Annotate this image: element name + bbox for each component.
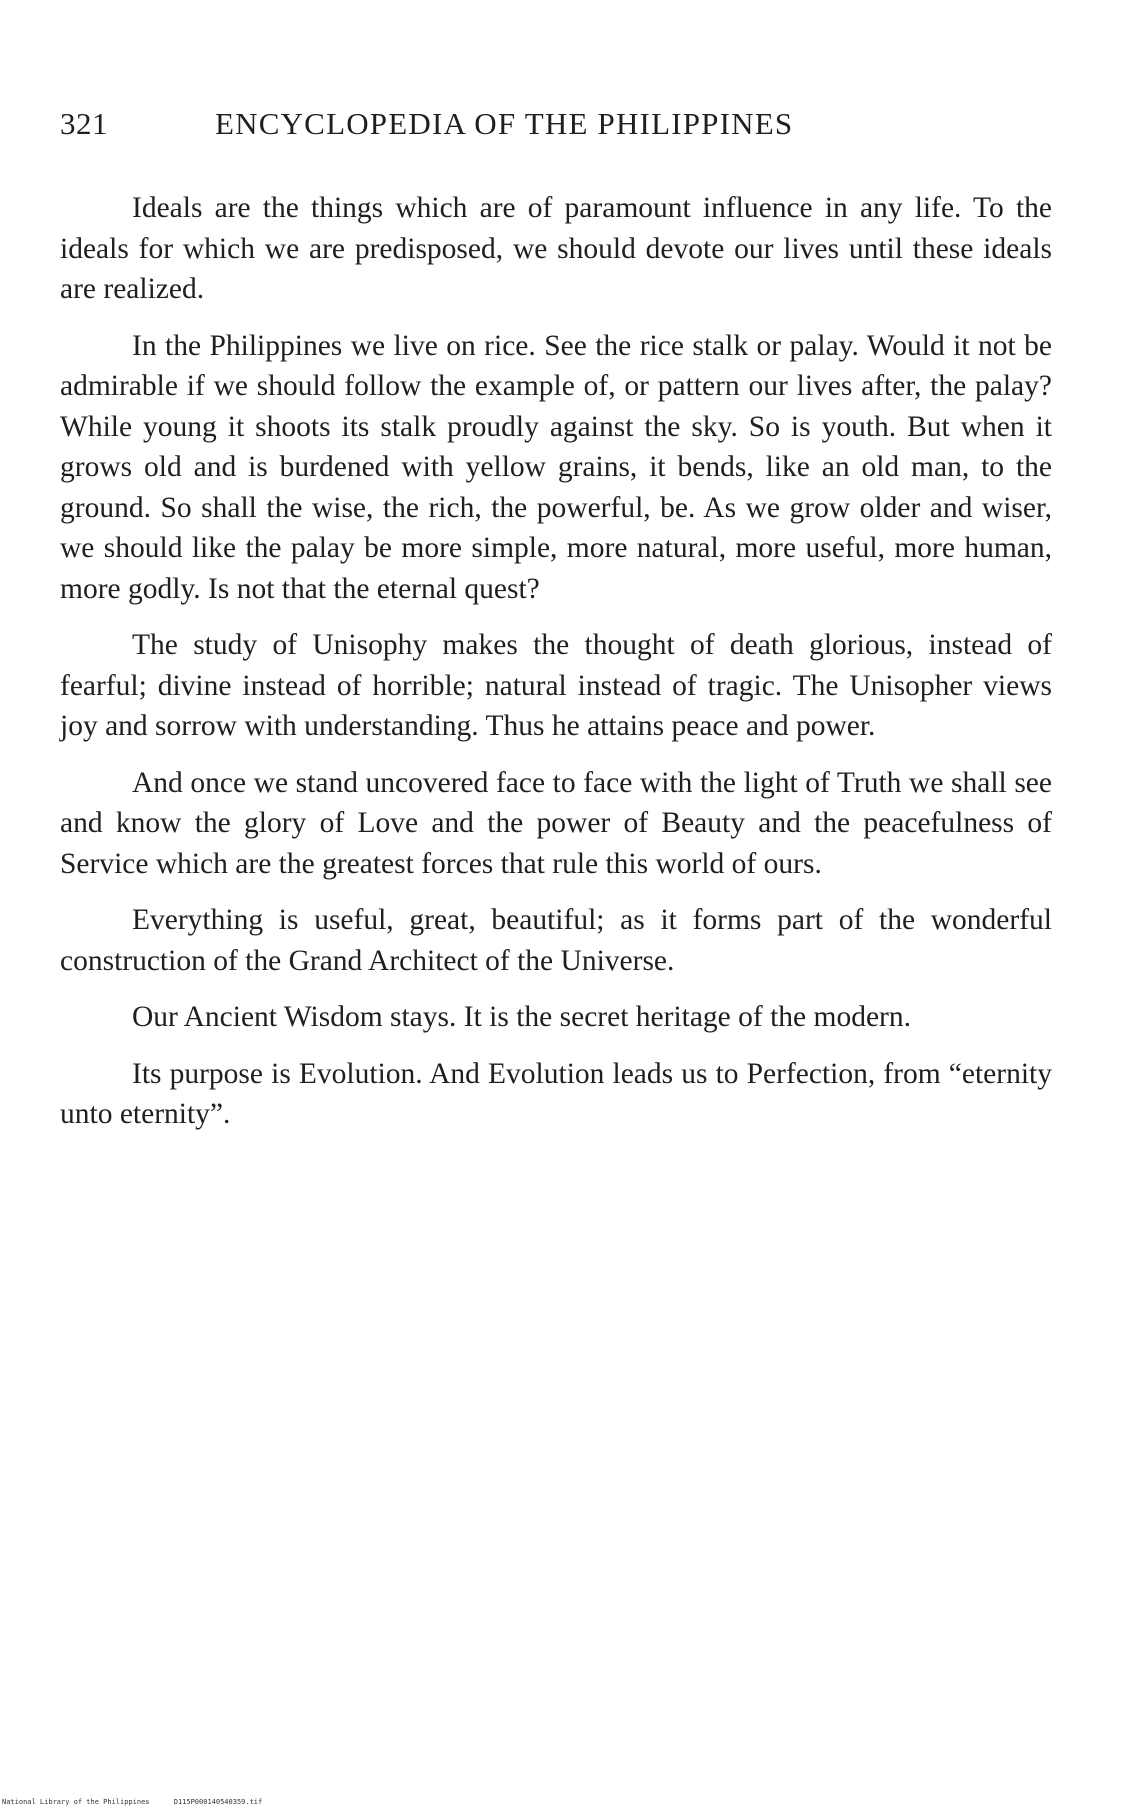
body-text bbox=[60, 188, 1052, 1151]
paragraph-truth: And once we stand uncovered face to face with the light of Truth we shall see and know the glory of Love and the power of Beauty and the peacefulness of Service which are the greatest forces that rule this world of ours. bbox=[60, 766, 1052, 880]
running-title: ENCYCLOPEDIA OF THE PHILIPPINES bbox=[215, 106, 794, 141]
paragraph-unisophy: The study of Unisophy makes the thought of death glorious, instead of fearful; divine instead of horrible; natural instead of tragic. The Unisopher views joy and sorrow with understanding. Thus he attains peace and power. bbox=[60, 629, 1052, 742]
paragraph-ideals: Ideals are the things which are of paramount influence in any life. To the ideals for which we are predisposed, we should devote our lives until these ideals are realized. bbox=[60, 192, 1052, 305]
page-number: 321 bbox=[60, 106, 108, 141]
footer-filename: D115P000140540359.tif bbox=[173, 1798, 263, 1806]
footer-institution: National Library of the Philippines bbox=[2, 1798, 150, 1806]
paragraph-palay: In the Philippines we live on rice. See the rice stalk or palay. Would it not be admirable if we should follow the example of, or pattern our lives after, the palay? While young it shoots its stalk proudly against the sky. So is youth. But when it grows old and is burdened with yellow grains, it bends, like an old man, to the ground. So shall the wise, the rich, the powerful, be. As we grow older and wiser, we should like the palay be more simple, more natural, more useful, more human, more godly. Is not that the eternal quest? bbox=[60, 329, 1052, 605]
running-header bbox=[60, 106, 1060, 150]
paragraph-ancient-wisdom: Our Ancient Wisdom stays. It is the secret heritage of the modern. bbox=[132, 1001, 911, 1033]
paragraph-evolution: Its purpose is Evolution. And Evolution leads us to Perfection, from “eternity unto eternity”. bbox=[60, 1057, 1052, 1130]
paragraph-universe: Everything is useful, great, beautiful; as it forms part of the wonderful construction of the Grand Architect of the Universe. bbox=[60, 904, 1052, 977]
scan-footer bbox=[2, 1798, 262, 1806]
